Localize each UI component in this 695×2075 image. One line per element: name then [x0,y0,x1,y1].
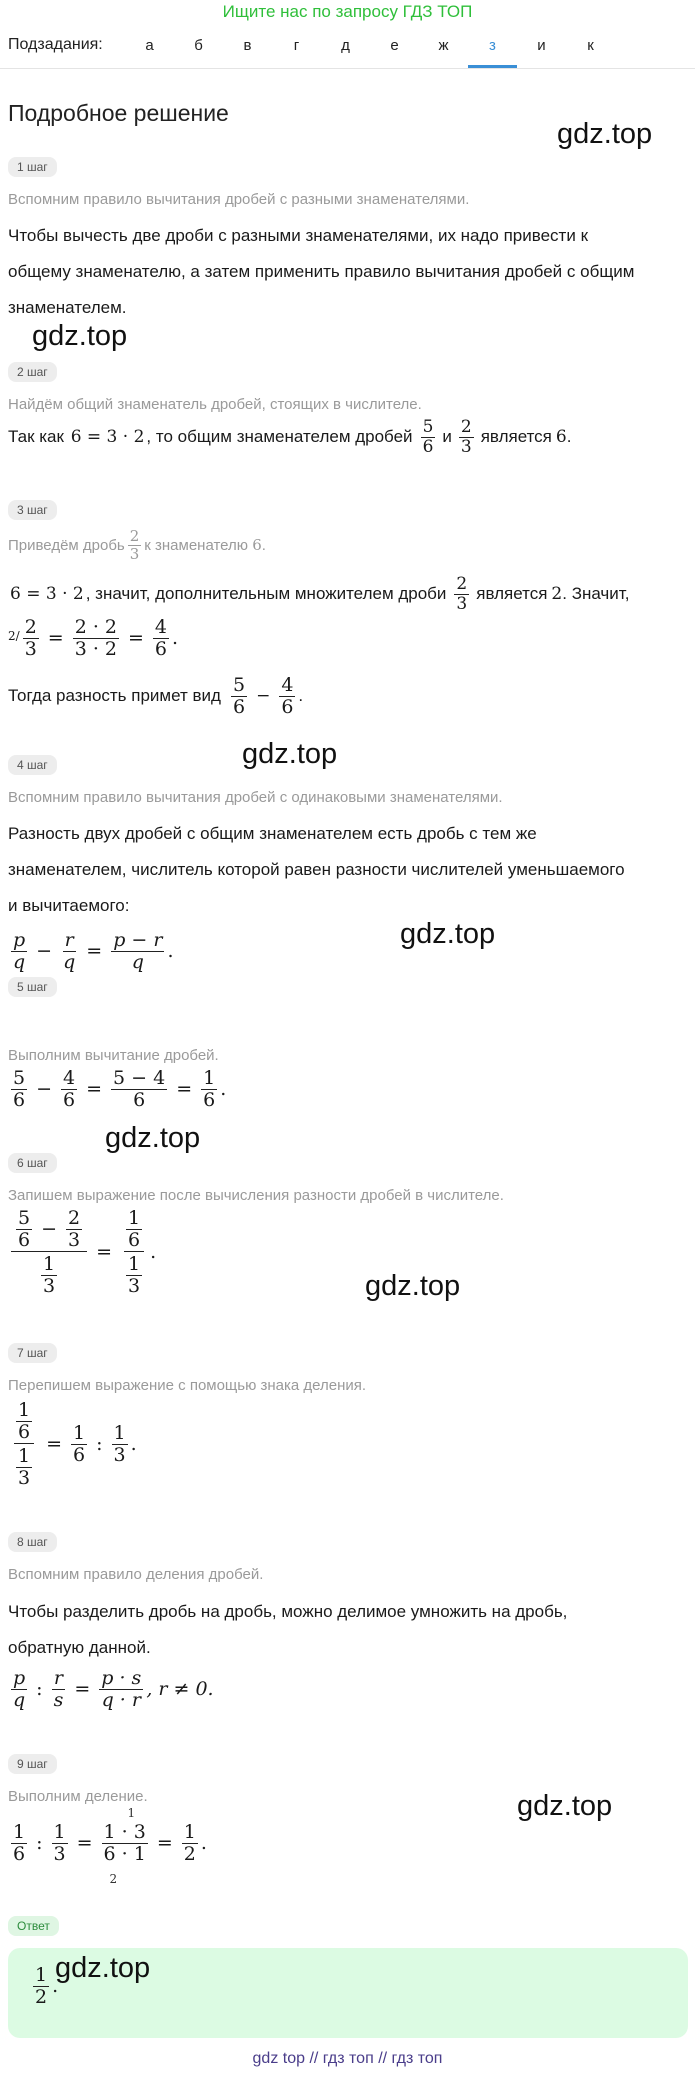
tab-a[interactable]: а [145,37,154,54]
step-hint: Выполним деление. [8,1788,148,1805]
math-number: 6 [555,427,567,448]
step-text: и вычитаемого: [8,896,130,915]
text-fragment: является [480,427,552,447]
math-line: $\frac{p}{q}$ : $\frac{r}{s}$ = $\frac{p \cdot s}{q \cdot r}$ , r ≠ 0. [13,1667,214,1711]
tab-z-active[interactable]: з [468,28,517,68]
step-text: обратную данной. [8,1638,151,1657]
fraction: $\frac{2}{3}$ [460,417,472,457]
step-text: Чтобы вычесть две дроби с разными знаменателями, их надо привести к [8,226,589,245]
step-badge: 9 шаг [8,1754,57,1774]
step-badge: 7 шаг [8,1343,57,1363]
page-title: Подробное решение [8,100,229,126]
step-hint: Запишем выражение после вычисления разности дробей в числителе. [8,1187,504,1204]
text-fragment: и [442,427,452,447]
text-fragment: . Значит, [562,584,630,604]
step-text: знаменателем, числитель которой равен разности числителей уменьшаемого [8,860,625,879]
watermark: gdz.top [557,118,653,150]
footer-links[interactable]: gdz top // гдз топ // гдз топ [252,2050,443,2067]
math-line: $\frac{5}{6}$ − $\frac{4}{6}$ = $\frac{5 - 4}{6}$ = $\frac{1}{6}$ . [13,1067,227,1111]
step-hint: Вспомним правило деления дробей. [8,1566,264,1583]
tab-d[interactable]: д [341,37,350,54]
step-badge: 4 шаг [8,755,57,775]
step-badge: 2 шаг [8,362,57,382]
cancel-mark: 1 [127,1806,136,1820]
step-hint: Приведём дробь $\frac{2}{3}$ к знаменателю 6 . [8,527,266,563]
cancel-mark: 2 [109,1872,118,1886]
fraction: $\frac{2}{3}$ [456,574,468,614]
tab-i[interactable]: и [537,37,546,54]
text-fragment: , значит, дополнительным множителем дроби [85,584,447,604]
step-text: знаменателем. [8,298,127,317]
tab-b[interactable]: б [194,37,203,54]
step-badge: 3 шаг [8,500,57,520]
step-text: общему знаменателю, а затем применить правило вычитания дробей с общим [8,262,635,281]
step-hint: Вспомним правило вычитания дробей с разными знаменателями. [8,191,470,208]
text-fragment: Так как [8,427,64,447]
watermark: gdz.top [55,1952,151,1984]
watermark: gdz.top [32,320,128,352]
step-line [8,418,688,456]
step-hint: Найдём общий знаменатель дробей, стоящих в числителе. [8,396,422,413]
step-badge: 6 шаг [8,1153,57,1173]
step-line [8,575,688,613]
step-badge: 1 шаг [8,157,57,177]
watermark: gdz.top [105,1122,201,1154]
math-expression: 6 = 3 · 2 [70,427,145,448]
answer-badge: Ответ [8,1916,59,1936]
watermark: gdz.top [242,738,338,770]
math-number: 2 [551,584,563,605]
math-line: 2/ $\frac{2}{3}$ = $\frac{2 \cdot 2}{3 \cdot 2}$ = $\frac{4}{6}$ . [8,616,179,660]
search-banner[interactable]: Ищите нас по запросу ГДЗ ТОП [222,2,473,21]
step-text: Разность двух дробей с общим знаменателем есть дробь с тем же [8,824,537,843]
step-line: Тогда разность примет вид $\frac{5}{6}$ − $\frac{4}{6}$ . [8,674,304,718]
math-line: $\frac{5}{6}$ − $\frac{2}{3}$ $\frac{1}{3}$ = $\frac{\frac{1}{6}}{\frac{1}{3}}$ . [8,1208,156,1297]
watermark: gdz.top [400,918,496,950]
step-hint: Вспомним правило вычитания дробей с одинаковыми знаменателями. [8,789,503,806]
text-fragment: . [566,427,572,447]
tab-zh[interactable]: ж [438,37,449,54]
answer-value: $\frac{1}{2}$ . [35,1964,59,2008]
tabs-divider [0,68,695,69]
step-text: Чтобы разделить дробь на дробь, можно делимое умножить на дробь, [8,1602,568,1621]
math-line: $\frac{\frac{1}{6}}{\frac{1}{3}}$ = $\frac{1}{6}$ : $\frac{1}{3}$ . [8,1400,137,1489]
step-hint: Перепишем выражение с помощью знака деления. [8,1377,367,1394]
watermark: gdz.top [517,1790,613,1822]
math-expression: 6 = 3 · 2 [10,584,84,605]
step-hint: Выполним вычитание дробей. [8,1047,219,1064]
text-fragment: Тогда разность примет вид [8,686,221,706]
tab-g[interactable]: г [293,37,300,54]
tab-e[interactable]: е [390,37,399,54]
step-badge: 8 шаг [8,1532,57,1552]
subtask-tabs [125,28,615,68]
subtasks-label: Подзадания: [8,36,103,53]
math-line: $\frac{1}{6}$ : $\frac{1}{3}$ = $\frac{1 \cdot 3}{6 \cdot 1}$ 1 2 = $\frac{1}{2}$ . [13,1806,207,1886]
watermark: gdz.top [365,1270,461,1302]
math-line: $\frac{p}{q}$ − $\frac{r}{q}$ = $\frac{p - r}{q}$ . [13,929,174,973]
tab-k[interactable]: к [587,37,594,54]
tab-v[interactable]: в [243,37,252,54]
fraction: $\frac{5}{6}$ [422,417,434,457]
text-fragment: является [476,584,548,604]
step-badge: 5 шаг [8,977,57,997]
text-fragment: , то общим знаменателем дробей [146,427,413,447]
